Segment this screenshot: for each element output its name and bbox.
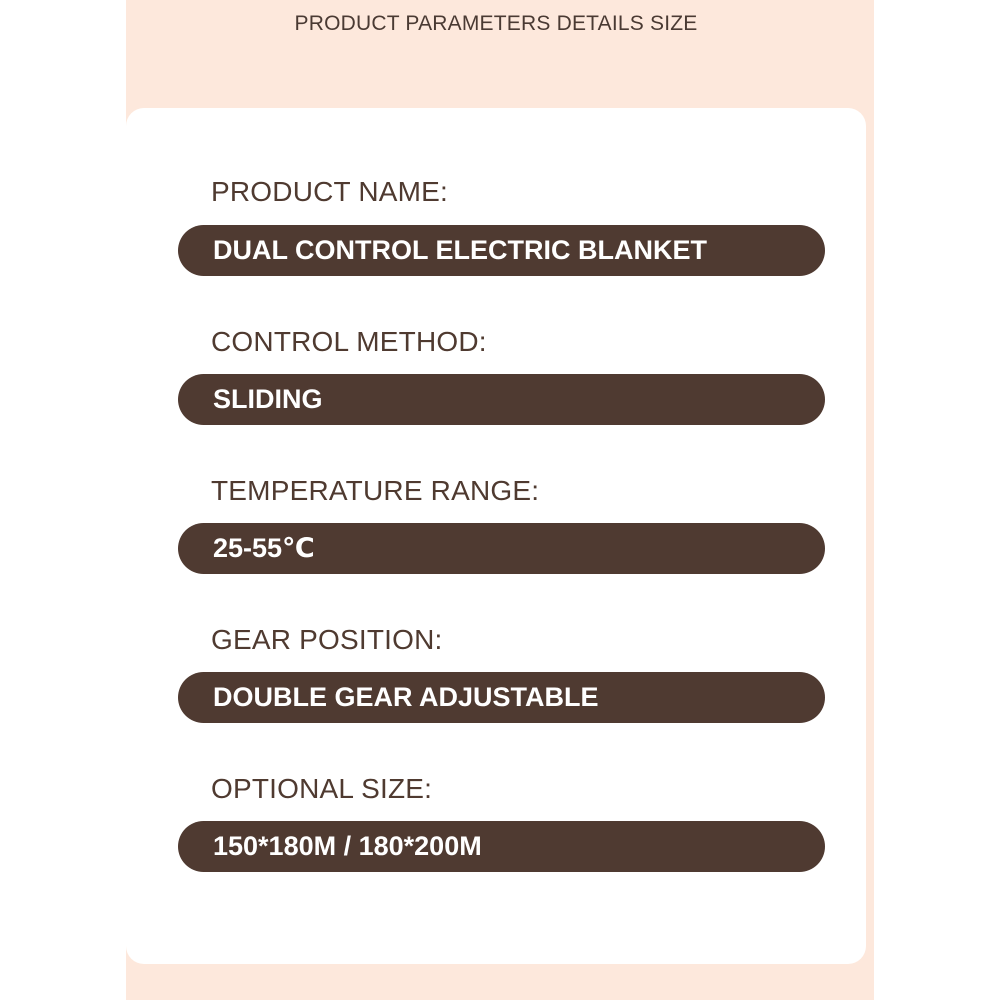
product-name-label: PRODUCT NAME: xyxy=(211,176,448,207)
temperature-range-label: TEMPERATURE RANGE: xyxy=(211,475,540,506)
control-method-label: CONTROL METHOD: xyxy=(211,326,487,357)
page-title: PRODUCT PARAMETERS DETAILS SIZE xyxy=(294,12,698,35)
product-name-value: DUAL CONTROL ELECTRIC BLANKET xyxy=(178,225,825,276)
gear-position-label: GEAR POSITION: xyxy=(211,624,443,655)
optional-size-label: OPTIONAL SIZE: xyxy=(211,773,433,804)
gear-position-value: DOUBLE GEAR ADJUSTABLE xyxy=(178,672,825,723)
temperature-range-value: 25-55℃ xyxy=(178,523,825,574)
optional-size-value: 150*180M / 180*200M xyxy=(178,821,825,872)
control-method-value: SLIDING xyxy=(178,374,825,425)
